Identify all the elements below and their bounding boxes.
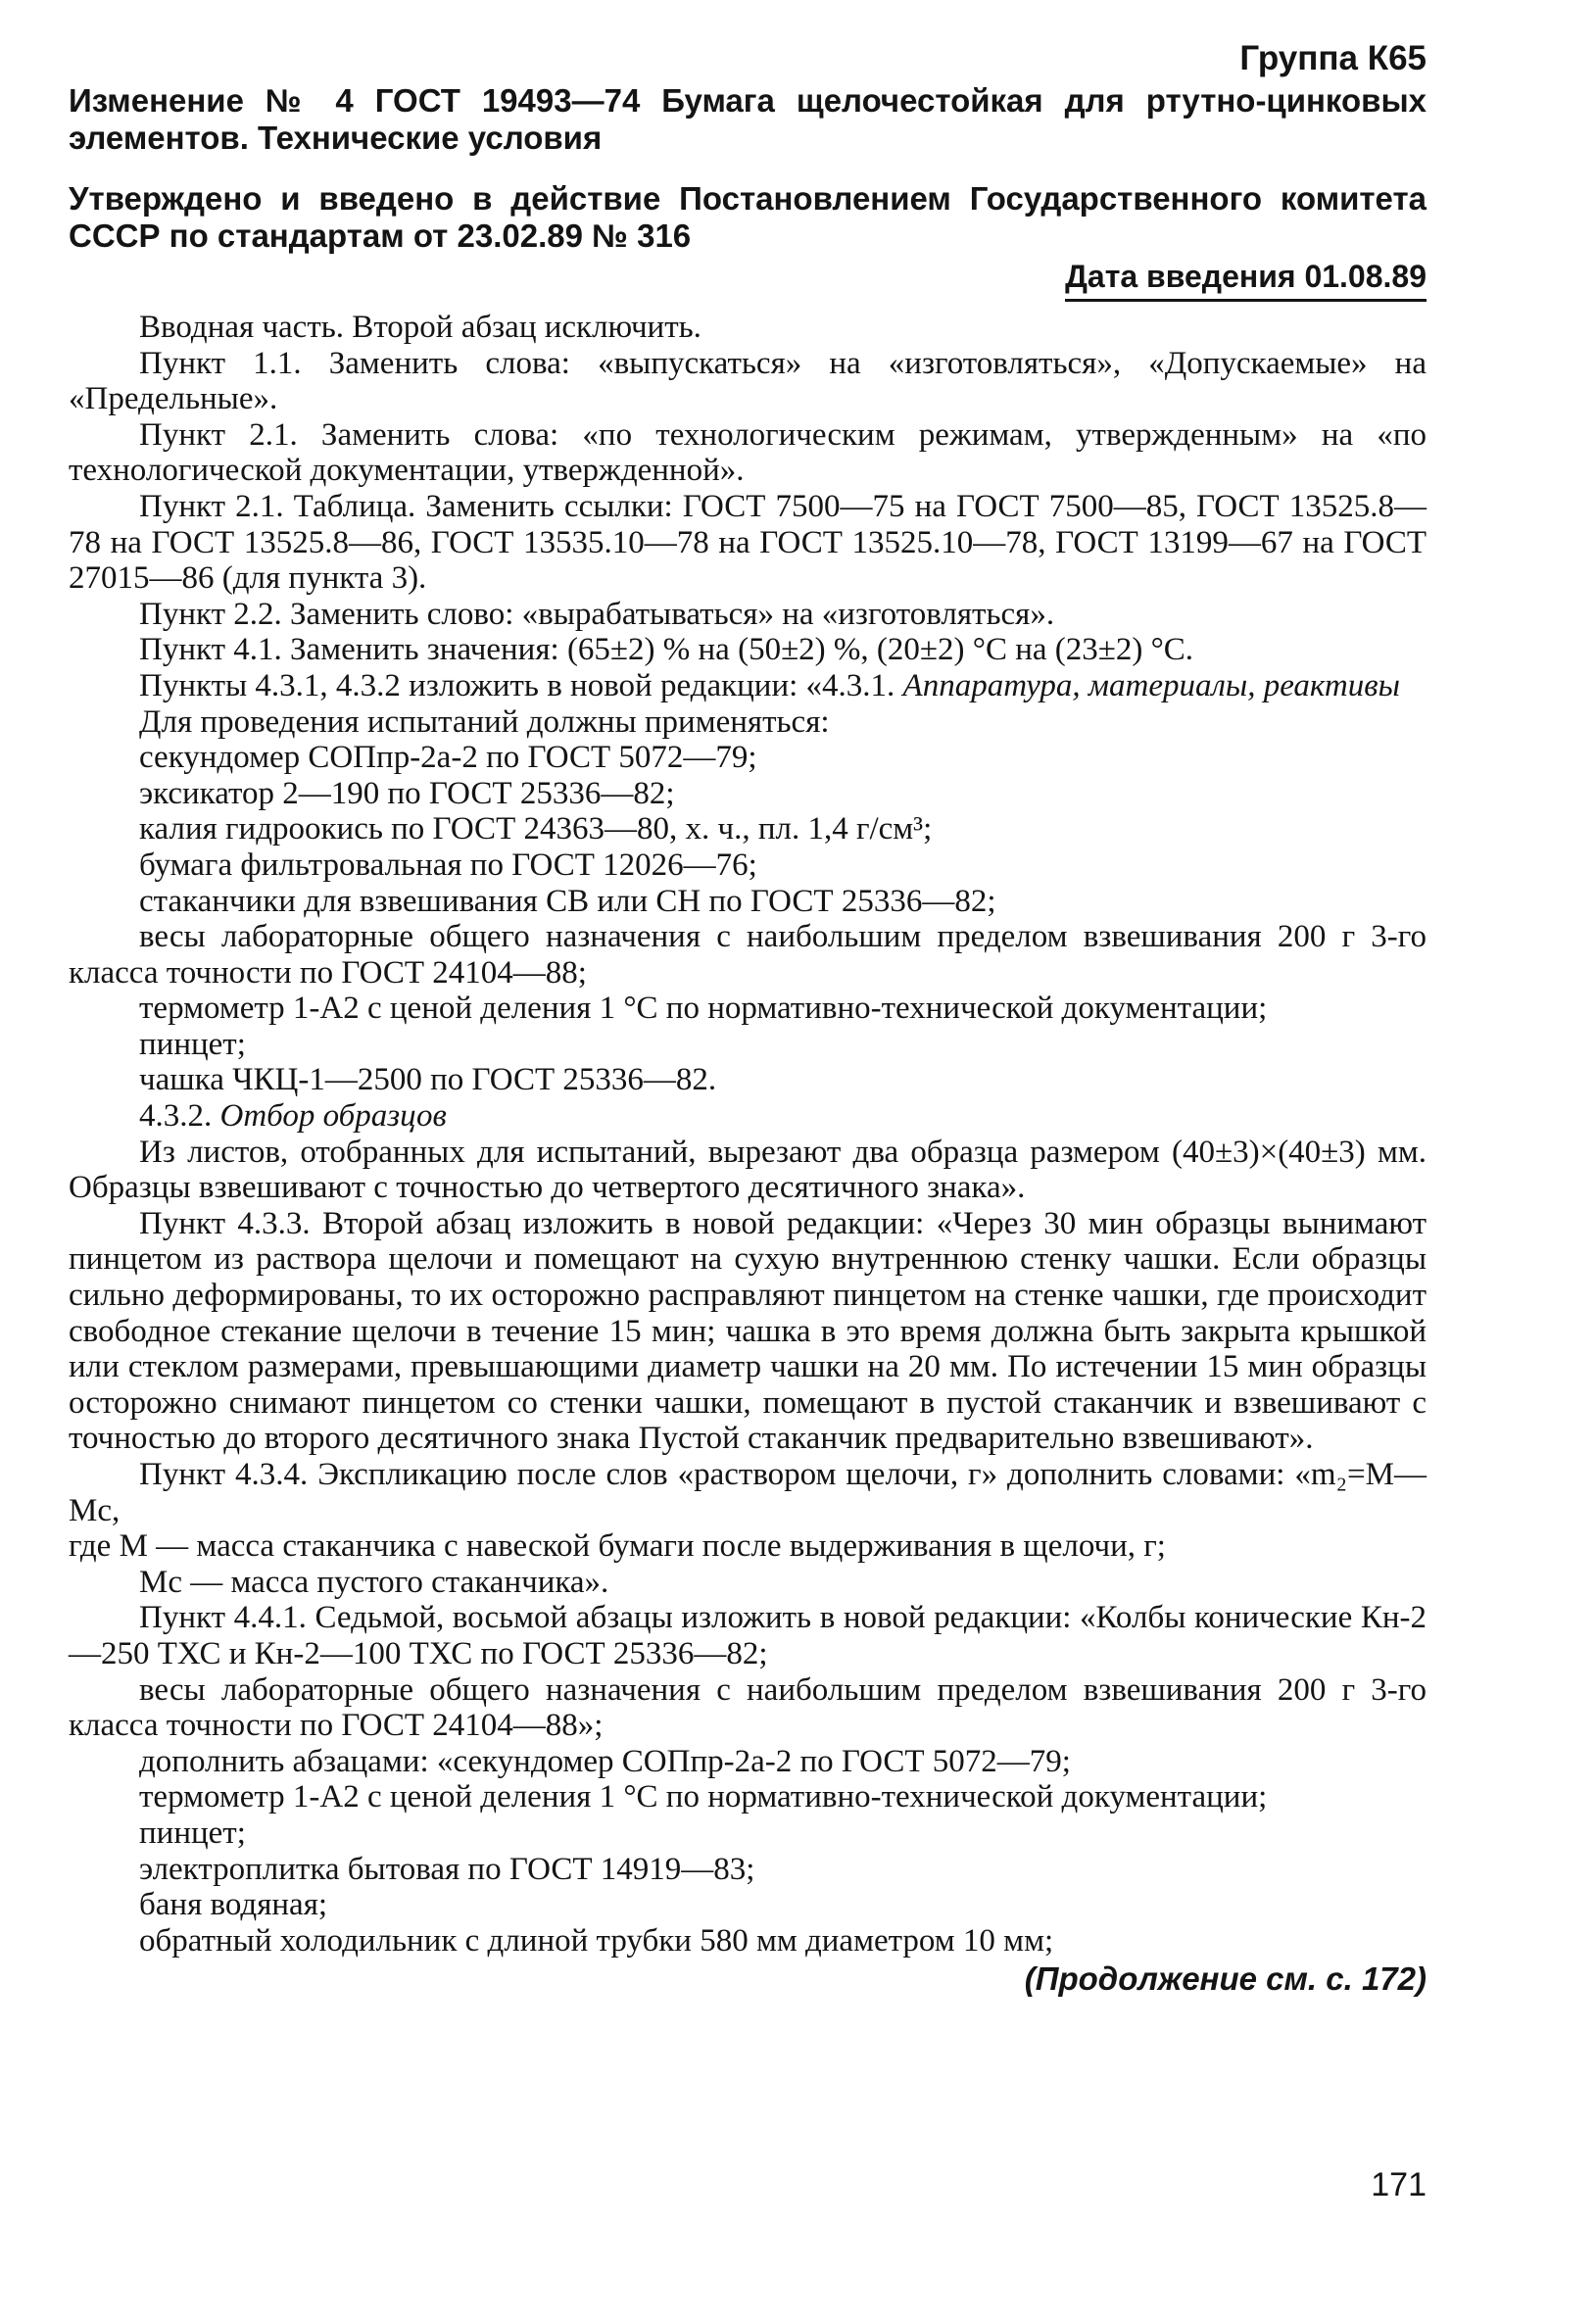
paragraph-2-1-table: Пункт 2.1. Таблица. Заменить ссылки: ГОСТ 7500—75 на ГОСТ 7500—85, ГОСТ 13525.8—78 на ГОСТ 13525.8—86, ГОСТ 13535.10—78 на ГОСТ 13525.10—78, ГОСТ 13199—67 на ГОСТ 27015—86 (для пункта 3). (69, 488, 1427, 597)
list-item: калия гидроокись по ГОСТ 24363—80, х. ч., пл. 1,4 г/см³; (139, 811, 933, 847)
list-item: пинцет; (139, 1814, 246, 1851)
list-item: весы лабораторные общего назначения с наибольшим пределом взвешивания 200 г 3-го класса точности по ГОСТ 24104—88»; (69, 1671, 1427, 1744)
group-code: Группа К65 (1239, 39, 1427, 77)
effective-date: Дата введения 01.08.89 (1065, 259, 1427, 302)
approval-statement: Утверждено и введено в действие Постановлением Государственного комитета СССР по стандартам от 23.02.89 № 316 (69, 180, 1427, 254)
list-item: пинцет; (139, 1026, 246, 1062)
continuation-note: (Продолжение см. с. 172) (1024, 1960, 1427, 1998)
list-item: термометр 1-А2 с ценой деления 1 °С по нормативно-технической документации; (139, 1779, 1268, 1815)
section-4-3-2-number: 4.3.2. (139, 1098, 220, 1135)
list-item: баня водяная; (139, 1887, 328, 1923)
page-number: 171 (1371, 2166, 1427, 2203)
paragraph-4-4-1: Пункт 4.4.1. Седьмой, восьмой абзацы изложить в новой редакции: «Колбы конические Кн-2—250 ТХС и Кн-2—100 ТХС по ГОСТ 25336—82; (69, 1600, 1427, 1671)
paragraph-4-3-4: Пункт 4.3.4. Экспликацию после слов «раствором щелочи, г» дополнить словами: «m₂=M—Mс, (69, 1457, 1427, 1528)
document-page (69, 39, 1427, 1998)
list-item: обратный холодильник с длиной трубки 580 мм диаметром 10 мм; (139, 1922, 1054, 1959)
section-4-3-2 (69, 1098, 1427, 1135)
paragraph-4-3-1-heading: Аппаратура, материалы, реактивы (902, 667, 1400, 703)
paragraph-2-2: Пункт 2.2. Заменить слово: «вырабатываться» на «изготовляться». (139, 596, 1055, 632)
document-body (69, 310, 1427, 1959)
paragraph-4-3-1-lead: Пункты 4.3.1, 4.3.2 изложить в новой редакции: «4.3.1. (139, 667, 903, 703)
paragraph-1-1: Пункт 1.1. Заменить слова: «выпускаться» на «изготовляться», «Допускаемые» на «Предельные». (69, 345, 1427, 417)
paragraph-samples: Из листов, отобранных для испытаний, вырезают два образца размером (40±3)×(40±3) мм. Образцы взвешивают с точностью до четвертого десятичного знака». (69, 1134, 1427, 1206)
list-intro: Для проведения испытаний должны применяться: (139, 703, 830, 740)
paragraph-4-1: Пункт 4.1. Заменить значения: (65±2) % на (50±2) %, (20±2) °С на (23±2) °С. (139, 632, 1194, 668)
list-item: бумага фильтровальная по ГОСТ 12026—76; (139, 847, 757, 883)
paragraph-4-3-3: Пункт 4.3.3. Второй абзац изложить в новой редакции: «Через 30 мин образцы вынимают пинцетом из раствора щелочи и помещают на сухую внутреннюю стенку чашки. Если образцы сильно деформированы, то их осторожно расправляют пинцетом на стенке чашки, где происходит свободное стекание щелочи в течение 15 мин; чашка в это время должна быть закрыта крышкой или стеклом размерами, превышающими диаметр чашки на 20 мм. По истечении 15 мин образцы осторожно снимают пинцетом со стенки чашки, помещают в пустой стаканчик и взвешивают с точностью до второго десятичного знака Пустой стаканчик предварительно взвешивают». (69, 1205, 1427, 1457)
list-item: дополнить абзацами: «секундомер СОПпр-2а-2 по ГОСТ 5072—79; (139, 1743, 1071, 1779)
section-4-3-2-heading: Отбор образцов (219, 1098, 447, 1135)
list-item: весы лабораторные общего назначения с наибольшим пределом взвешивания 200 г 3-го класса точности по ГОСТ 24104—88; (69, 919, 1427, 991)
paragraph-4-3-1 (69, 668, 1427, 704)
list-item: чашка ЧКЦ-1—2500 по ГОСТ 25336—82. (139, 1062, 717, 1098)
paragraph-intro: Вводная часть. Второй абзац исключить. (139, 310, 701, 345)
document-title: Изменение № 4 ГОСТ 19493—74 Бумага щелочестойкая для ртутно-цинковых элементов. Технические условия (69, 82, 1427, 156)
list-item: термометр 1-А2 с ценой деления 1 °С по нормативно-технической документации; (139, 991, 1268, 1027)
list-item: секундомер СОПпр-2а-2 по ГОСТ 5072—79; (139, 740, 757, 776)
list-item: эксикатор 2—190 по ГОСТ 25336—82; (139, 775, 675, 811)
list-item: стаканчики для взвешивания СВ или СН по ГОСТ 25336—82; (139, 883, 996, 919)
continuation-block (69, 1960, 1427, 1998)
date-block (69, 259, 1427, 302)
paragraph-2-1-words: Пункт 2.1. Заменить слова: «по технологическим режимам, утвержденным» на «по технологической документации, утвержденной». (69, 416, 1427, 489)
formula-explanation-mc: Mс — масса пустого стаканчика». (139, 1564, 609, 1600)
list-item: электроплитка бытовая по ГОСТ 14919—83; (139, 1851, 755, 1887)
formula-explanation-m: где M — масса стаканчика с навеской бумаги после выдерживания в щелочи, г; (69, 1528, 1166, 1565)
